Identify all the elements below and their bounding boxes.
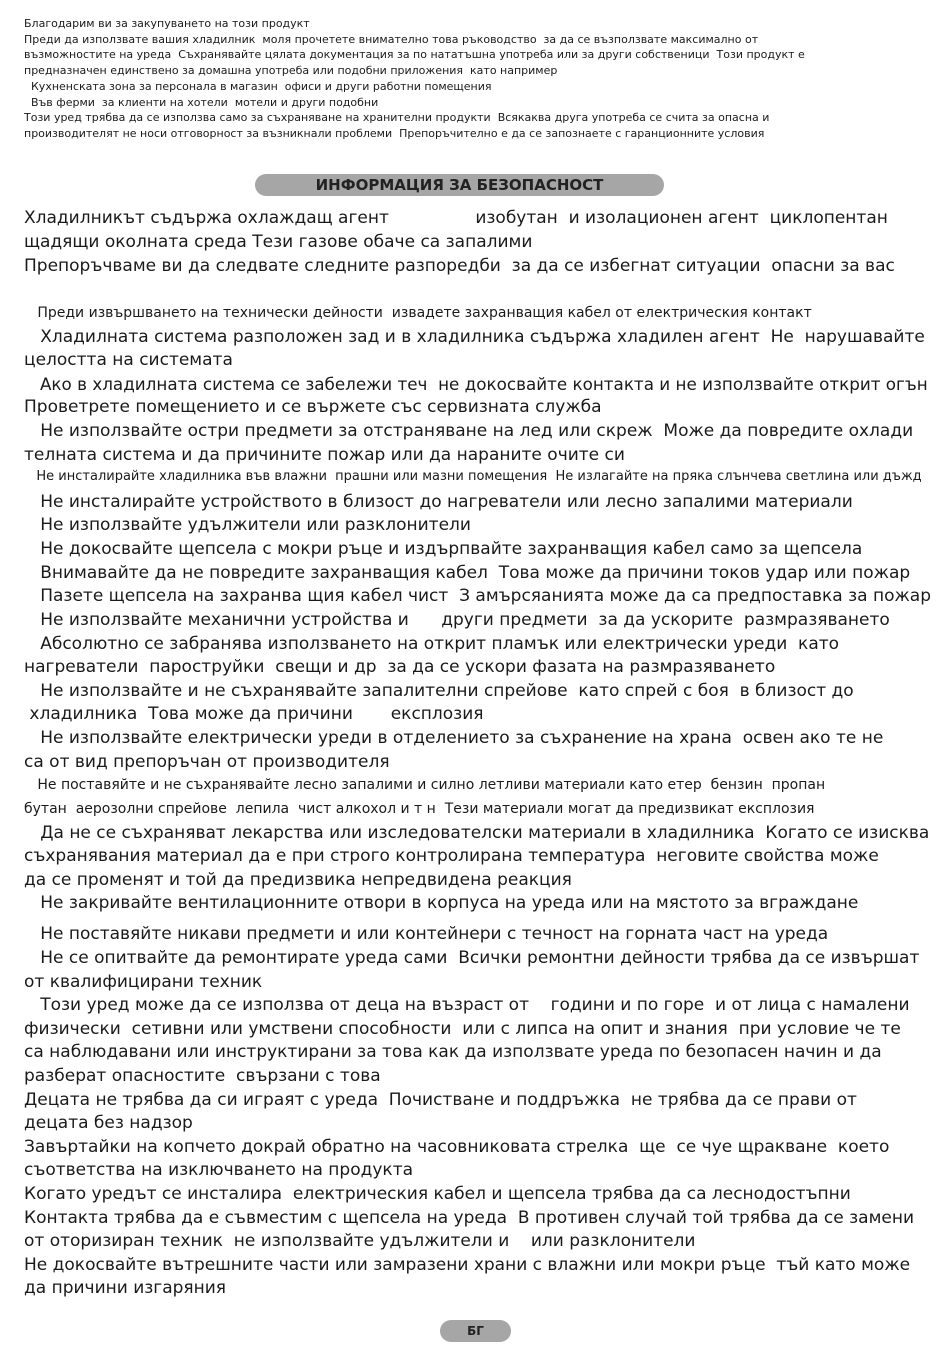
body-line: Завъртайки на копчето докрай обратно на часовниковата стрелка ще се чуе щракване което — [24, 1137, 890, 1157]
body-line: Абсолютно се забранява използването на открит пламък или електрически уреди като — [24, 634, 840, 654]
body-line: Пазете щепсела на захранва щия кабел чист З амърсяанията може да са предпоставка за пожар — [24, 586, 932, 606]
body-line: децата без надзор — [24, 1113, 193, 1133]
body-line: Хладилната система разположен зад и в хладилника съдържа хладилен агент Не нарушавайте — [24, 327, 925, 347]
body-line: Не докосвайте щепсела с мокри ръце и издърпвайте захранващия кабел само за щепсела — [24, 539, 863, 559]
section-title: ИНФОРМАЦИЯ ЗА БЕЗОПАСНОСТ — [255, 174, 664, 196]
body-line: физически сетивни или умствени способности или с липса на опит и знания при условие че те — [24, 1019, 901, 1039]
body-line: Да не се съхраняват лекарства или изследователски материали в хладилника Когато се изисква — [24, 823, 930, 843]
body-line: хладилника Това може да причини експлозия — [24, 704, 484, 724]
body-line: Не използвайте механични устройства и други предмети за да ускорите размразяването — [24, 610, 890, 630]
body-line: Внимавайте да не повредите захранващия кабел Това може да причини токов удар или пожар — [24, 563, 911, 583]
body-line: разберат опасностите свързани с това — [24, 1066, 381, 1086]
intro-line: предназначен единствено за домашна употреба или подобни приложения като например — [24, 64, 558, 78]
body-line: целостта на системата — [24, 350, 233, 370]
body-line: съответства на изключването на продукта — [24, 1160, 414, 1180]
intro-line: производителят не носи отговорност за възникнали проблеми Препоръчително е да се запознаете с гаранционните условия — [24, 126, 765, 140]
intro-line: Във ферми за клиенти на хотели мотели и други подобни — [24, 95, 379, 109]
body-line: съхранявания материал да е при строго контролирана температура неговите свойства може — [24, 846, 879, 866]
intro-line: Кухненската зона за персонала в магазин офиси и други работни помещения — [24, 79, 492, 93]
body-line: са наблюдавани или инструктирани за това как да използвате уреда по безопасен начин и да — [24, 1042, 882, 1062]
body-line: от квалифицирани техник — [24, 972, 263, 992]
intro-line: Преди да използвате вашия хладилник моля прочетете внимателно това ръководство за да се възползвате максимално от — [24, 32, 759, 46]
body-line: бутан аерозолни спрейове лепила чист алкохол и т н Тези материали могат да предизвикат експлозия — [24, 801, 815, 817]
body-line: Не инсталирайте устройството в близост до нагреватели или лесно запалими материали — [24, 492, 853, 512]
body-line: Не използвайте остри предмети за отстраняване на лед или скреж Може да повредите охлади — [24, 421, 914, 441]
body-line: Не закривайте вентилационните отвори в корпуса на уреда или на мястото за вграждане — [24, 893, 859, 913]
body-line: Проветрете помещението и се вържете със сервизната служба — [24, 397, 602, 417]
body-line: щадящи околната среда Тези газове обаче са запалими — [24, 232, 533, 252]
body-line: да се променят и той да предизвика непредвидена реакция — [24, 870, 572, 890]
body-line: Не поставяйте никави предмети и или контейнери с течност на горната част на уреда — [24, 924, 829, 944]
body-line: Хладилникът съдържа охлаждащ агент изобутан и изолационен агент циклопентан — [24, 208, 888, 228]
body-line: Не поставяйте и не съхранявайте лесно запалими и силно летливи материали като етер бензин пропан — [24, 777, 826, 793]
body-line: Децата не трябва да си играят с уреда Почистване и поддръжка не трябва да се прави от — [24, 1090, 857, 1110]
body-line: Не се опитвайте да ремонтирате уреда сами Всички ремонтни дейности трябва да се извършат — [24, 948, 920, 968]
body-line: Когато уредът се инсталира електрическия кабел и щепсела трябва да са леснодостъпни — [24, 1184, 851, 1204]
body-line: Не докосвайте вътрешните части или замразени храни с влажни или мокри ръце тъй като може — [24, 1255, 911, 1275]
intro-line: Този уред трябва да се използва само за съхраняване на хранителни продукти Всякаква друга употреба се счита за опасна и — [24, 111, 770, 125]
body-line: Не инсталирайте хладилника във влажни прашни или мазни помещения Не излагайте на пряка слънчева светлина или дъжд — [24, 469, 922, 484]
body-line: са от вид препоръчан от производителя — [24, 752, 390, 772]
body-line: Не използвайте удължители или разклонители — [24, 515, 471, 535]
body-line: да причини изгаряния — [24, 1278, 227, 1298]
intro-line: възможностите на уреда Съхранявайте цялата документация за по нататъшна употреба или за други собственици Този продукт е — [24, 48, 805, 62]
body-line: Преди извършването на технически дейности извадете захранващия кабел от електрическия контакт — [24, 305, 812, 321]
intro-line: Благодарим ви за закупуването на този продукт — [24, 17, 310, 30]
body-line: Този уред може да се използва от деца на възраст от години и по горе и от лица с намалени — [24, 995, 910, 1015]
body-line: Препоръчваме ви да следвате следните разпоредби за да се избегнат ситуации опасни за вас — [24, 256, 895, 276]
intro-text — [24, 16, 924, 142]
body-line: телната система и да причините пожар или да нараните очите си — [24, 445, 625, 465]
body-line: Не използвайте електрически уреди в отделението за съхранение на храна освен ако те не — [24, 728, 884, 748]
page-language-badge: БГ — [440, 1320, 511, 1342]
body-line: нагреватели пароструйки свещи и др за да се ускори фазата на размразяването — [24, 657, 776, 677]
body-line: Не използвайте и не съхранявайте запалителни спрейове като спрей с боя в близост до — [24, 681, 854, 701]
body-line: Ако в хладилната система се забележи теч не докосвайте контакта и не използвайте открит огън — [24, 374, 928, 394]
body-line: Контакта трябва да е съвместим с щепсела на уреда В противен случай той трябва да се замени — [24, 1208, 915, 1228]
body-line: от оторизиран техник не използвайте удължители и или разклонители — [24, 1231, 696, 1251]
